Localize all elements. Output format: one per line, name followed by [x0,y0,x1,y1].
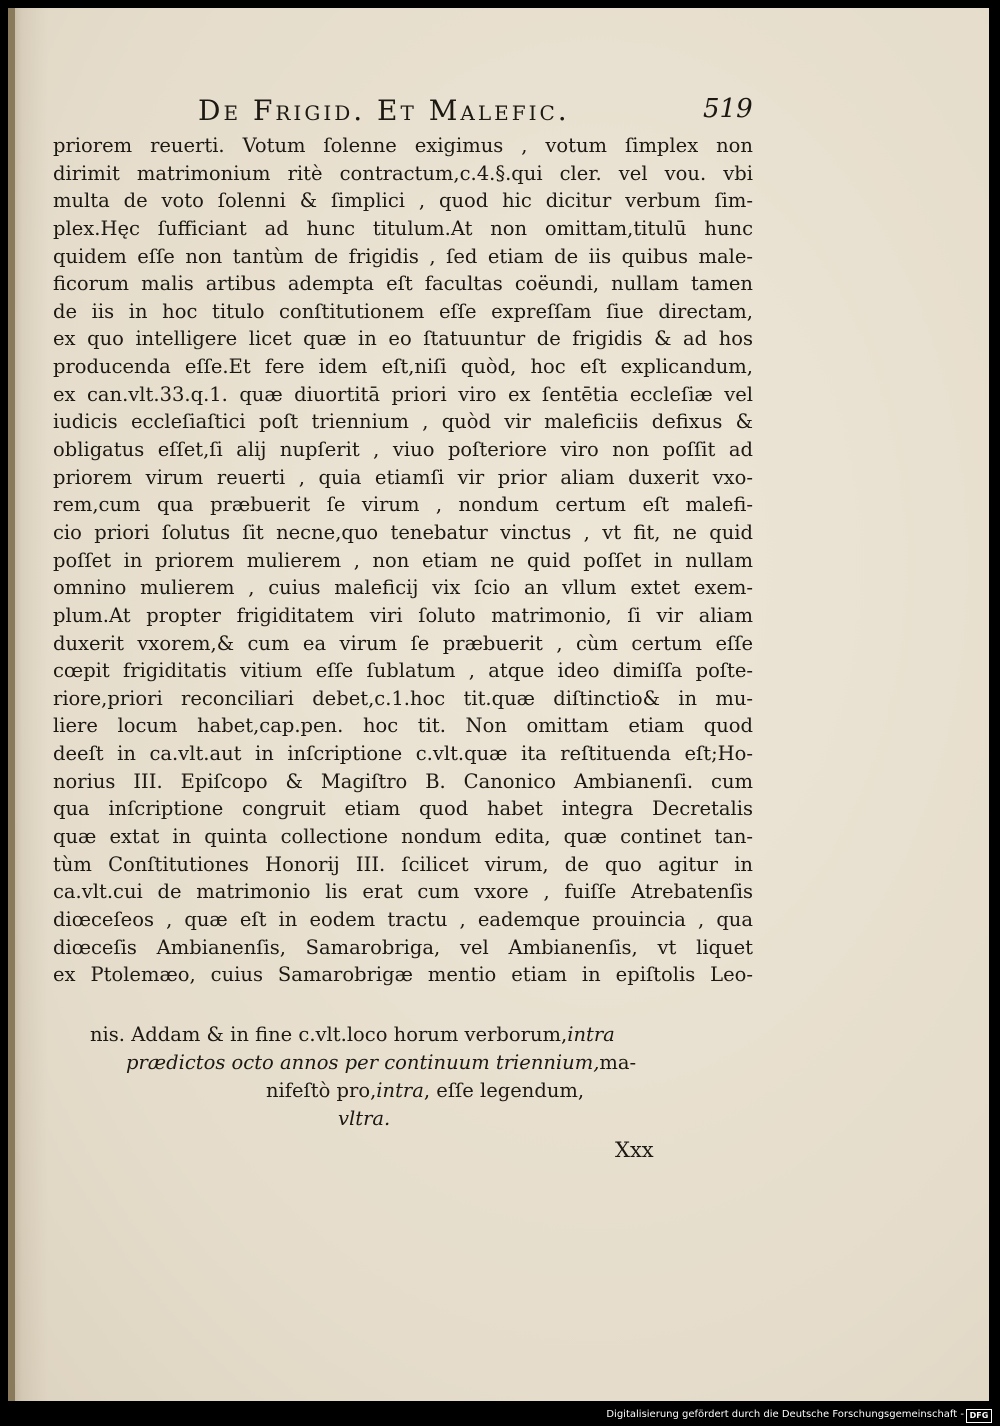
text-line: dirimit matrimonium ritè contractum,c.4.§.qui cler. vel vou. vbi [53,161,753,185]
closing-line-2-italic: prædictos octo annos per continuum triennium, [126,1051,600,1074]
text-line: omnino mulierem , cuius maleficij vix ſcio an vllum extet exem- [53,576,753,600]
closing-line-4-italic: vltra. [338,1107,391,1130]
page-number: 519 [703,94,753,124]
text-line: tùm Conſtitutiones Honorij III. ſcilicet virum, de quo agitur in [53,852,753,876]
text-line: rem,cum qua præbuerit ſe virum , nondum certum eſt malefi- [53,493,753,517]
text-line: ca.vlt.cui de matrimonio lis erat cum vxore , fuiſſe Atrebatenſis [53,880,753,904]
text-line: qua inſcriptione congruit etiam quod habet integra Decretalis [53,797,753,821]
text-line: de iis in hoc titulo conſtitutionem eſſe expreſſam ſiue directam, [53,299,753,323]
text-line: diœceſeos , quæ eſt in eodem tractu , eademque prouincia , qua [53,907,753,931]
closing-line-3-italic: intra [376,1079,424,1102]
footer-credit: Digitalisierung gefördert durch die Deutsche Forschungsgemeinschaft - [606,1409,964,1420]
text-line: cœpit frigiditatis vitium eſſe ſublatum , atque ideo dimiſſa poſte- [53,659,753,683]
text-line: plex.Hęc ſufficiant ad hunc titulum.At non omittam,titulū hunc [53,216,753,240]
text-line: ex Ptolemæo, cuius Samarobrigæ mentio etiam in epiſtolis Leo- [53,963,753,987]
text-line: liere locum habet,cap.pen. hoc tit. Non omittam etiam quod [53,714,753,738]
text-line: deeſt in ca.vlt.aut in inſcriptione c.vlt.quæ ita reſtituenda eſt;Ho- [53,742,753,766]
closing-line-3-roman-b: , eſſe legendum, [423,1079,585,1102]
closing-line-3 [266,1077,584,1105]
book-page [8,8,989,1401]
closing-line-1-italic: intra [567,1023,615,1046]
closing-line-3-roman-a: nifeſtò pro, [266,1079,377,1102]
closing-line-2 [126,1049,636,1077]
text-line: ex quo intelligere licet quæ in eo ſtatuuntur de frigidis & ad hos [53,327,753,351]
text-line: duxerit vxorem,& cum ea virum ſe præbuerit , cùm certum eſſe [53,631,753,655]
closing-line-4 [338,1105,390,1133]
text-line: priorem reuerti. Votum ſolenne exigimus , votum ſimplex non [53,134,753,157]
text-line: quæ extat in quinta collectione nondum edita, quæ continet tan- [53,825,753,849]
page-binding-edge [8,8,15,1401]
text-line: obligatus eſſet,ſi alij nupſerit , viuo poſteriore viro non poſſit ad [53,438,753,462]
text-line: plum.At propter frigiditatem viri ſoluto matrimonio, ſi vir aliam [53,603,753,627]
text-line: quidem eſſe non tantùm de frigidis , ſed etiam de iis quibus male- [53,244,753,268]
running-title: De Frigid. Et Malefic. [198,94,570,127]
text-line: producenda eſſe.Et fere idem eſt,niſi quòd, hoc eſt explicandum, [53,355,753,379]
catchword: Xxx [615,1138,654,1162]
text-line: diœceſis Ambianenſis, Samarobriga, vel Ambianenſis, vt liquet [53,935,753,959]
closing-line-1-roman: nis. Addam & in fine c.vlt.loco horum verborum, [90,1023,568,1046]
closing-line-1 [90,1021,615,1049]
text-line: priorem virum reuerti , quia etiamſi vir prior aliam duxerit vxo- [53,465,753,489]
body-text [53,132,753,989]
text-line: cio priori ſolutus ſit necne,quo tenebatur vinctus , vt fit, ne quid [53,520,753,544]
closing-line-2-roman: ma- [599,1051,637,1074]
text-line: ex can.vlt.33.q.1. quæ diuortitā priori viro ex ſentētia eccleſiæ vel [53,382,753,406]
text-line: ficorum malis artibus adempta eſt facultas coëundi, nullam tamen [53,272,753,296]
text-line: riore,priori reconciliari debet,c.1.hoc tit.quæ diſtinctio& in mu- [53,686,753,710]
dfg-logo-icon: DFG [966,1409,992,1423]
text-line: poſſet in priorem mulierem , non etiam ne quid poſſet in nullam [53,548,753,572]
text-line: iudicis eccleſiaſtici poſt triennium , quòd vir maleficiis defixus & [53,410,753,434]
text-line: norius III. Epiſcopo & Magiſtro B. Canonico Ambianenſi. cum [53,769,753,793]
text-line: multa de voto ſolenni & ſimplici , quod hic dicitur verbum ſim- [53,189,753,213]
